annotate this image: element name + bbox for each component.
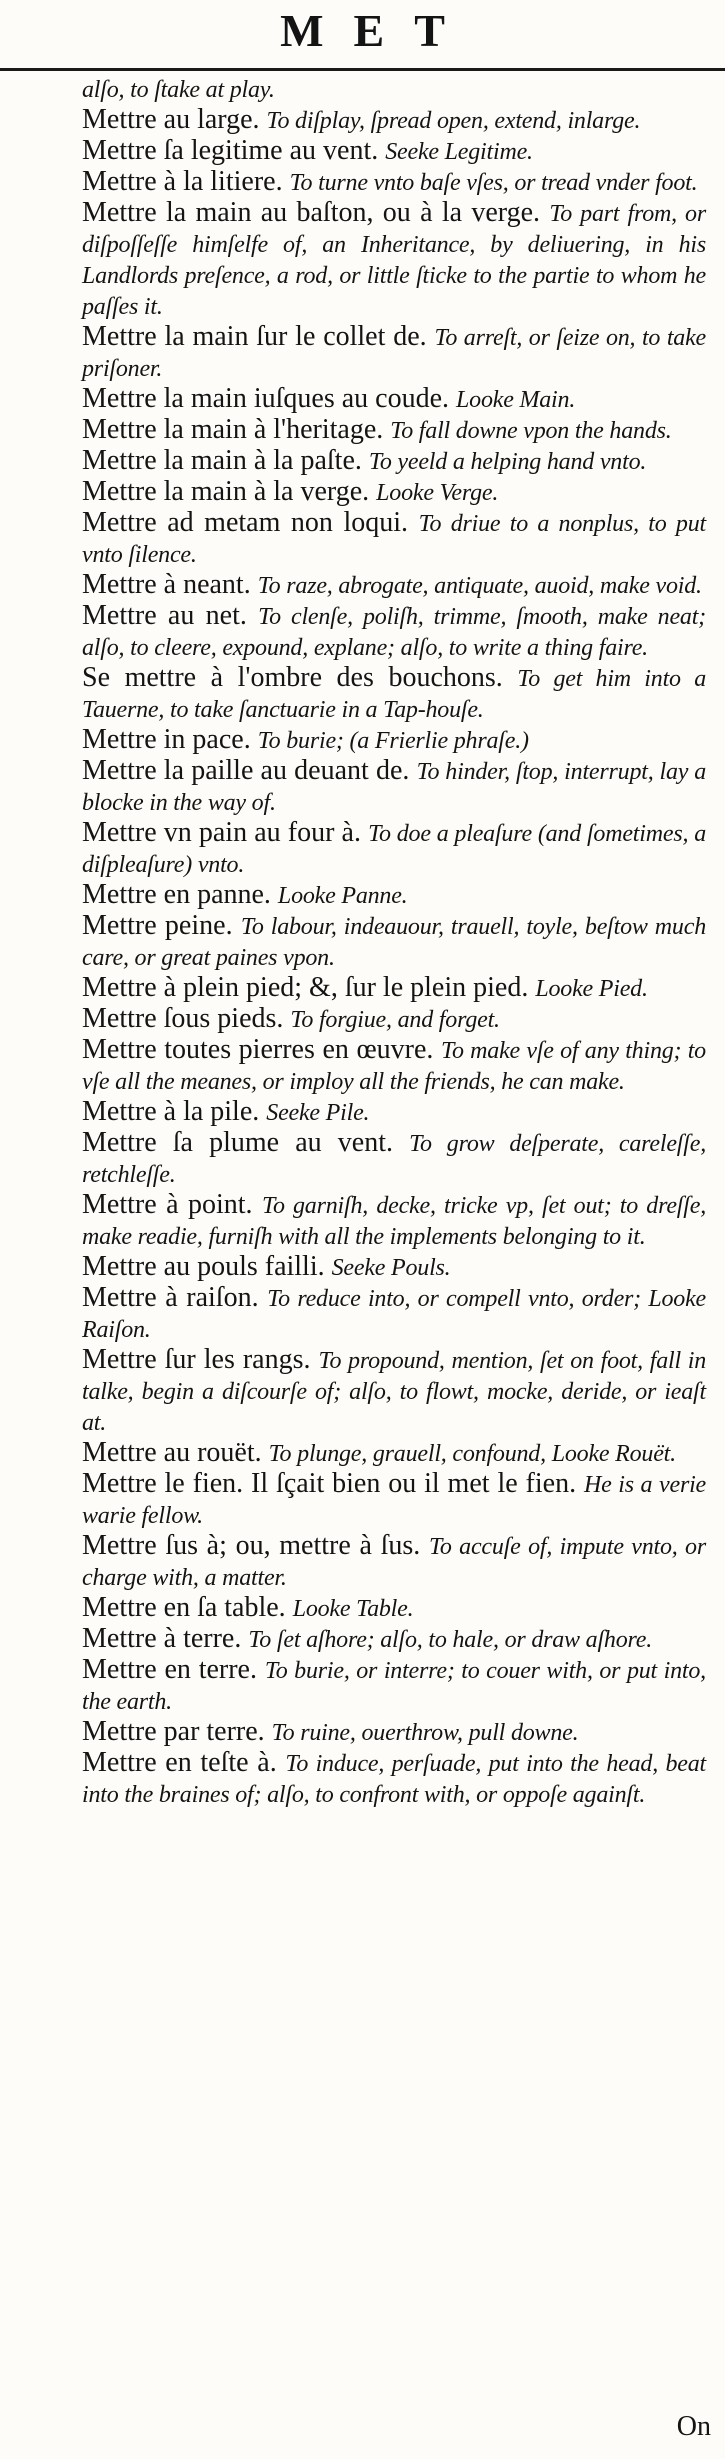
entry-headword: Mettre la main ſur le collet de. [82, 321, 435, 352]
entry-headword: Mettre la main iuſques au coude. [82, 383, 456, 414]
entry-gloss: To induce, perſuade, put into the head, beat into the braines of; alſo, to confront with, or oppoſe againſt. [82, 1751, 706, 1808]
dictionary-entry [82, 1655, 706, 1717]
dictionary-entry [82, 1438, 706, 1469]
dictionary-entry [82, 756, 706, 818]
entry-headword: Mettre à terre. [82, 1623, 249, 1654]
dictionary-entry [82, 105, 706, 136]
entry-gloss: To garniſh, decke, tricke vp, ſet out; to dreſſe, make readie, furniſh with all the implements belonging to it. [82, 1193, 706, 1250]
entry-headword: Mettre la paille au deuant de. [82, 755, 417, 786]
entry-headword: Mettre ſus à; ou, mettre à ſus. [82, 1530, 429, 1561]
entry-gloss: To burie; (a Frierlie phraſe.) [257, 728, 529, 754]
entry-headword: Mettre à la pile. [82, 1096, 267, 1127]
entry-headword: Mettre la main à l'heritage. [82, 414, 391, 445]
dictionary-entry [82, 322, 706, 384]
entry-gloss: To grow deſperate, careleſſe, retchleſſe. [82, 1131, 706, 1188]
entry-gloss: Seeke Pouls. [331, 1255, 451, 1281]
dictionary-entry [82, 601, 706, 663]
dictionary-entry [82, 1190, 706, 1252]
dictionary-entry [82, 1283, 706, 1345]
entry-headword: Mettre à point. [82, 1189, 262, 1220]
entry-headword: Se mettre à l'ombre des bouchons. [82, 662, 518, 693]
entry-gloss: Looke Pied. [535, 976, 648, 1002]
entry-headword: Mettre peine. [82, 910, 241, 941]
entry-headword: Mettre in pace. [82, 724, 258, 755]
dictionary-entry [82, 818, 706, 880]
dictionary-entry [82, 477, 706, 508]
dictionary-entry [82, 1469, 706, 1531]
entry-headword: Mettre en panne. [82, 879, 278, 910]
dictionary-entry [82, 973, 706, 1004]
entry-headword: Mettre toutes pierres en œuvre. [82, 1034, 442, 1065]
dictionary-entry [82, 167, 706, 198]
entry-headword: Mettre en ſa table. [82, 1592, 293, 1623]
entry-gloss: To reduce into, or compell vnto, order; Looke Raiſon. [82, 1286, 707, 1343]
running-head: MET [280, 5, 475, 56]
entry-headword: Mettre ſa legitime au vent. [82, 135, 386, 166]
entry-gloss: Looke Table. [292, 1596, 414, 1622]
entry-gloss: To make vſe of any thing; to vſe all the meanes, or imploy all the friends, he can make. [82, 1038, 706, 1095]
entry-headword: Mettre la main à la verge. [82, 476, 377, 507]
dictionary-entry [82, 1717, 706, 1748]
entry-headword: Mettre par terre. [82, 1716, 272, 1747]
dictionary-entry [82, 570, 706, 601]
entry-headword: Mettre au net. [82, 600, 259, 631]
entry-gloss: Looke Verge. [376, 480, 499, 506]
dictionary-entry [82, 1748, 706, 1810]
entry-headword: Mettre la main au baſton, ou à la verge. [82, 197, 550, 228]
entry-gloss: To part from, or diſpoſſeſſe himſelfe of, an Inheritance, by deliuering, in his Landlords preſence, a rod, or little ſticke to the partie to whom he paſſes it. [82, 201, 706, 320]
dictionary-entry [82, 911, 706, 973]
dictionary-entry [82, 1128, 706, 1190]
entry-gloss: To propound, mention, ſet on foot, fall in talke, begin a diſcourſe of; alſo, to flowt, mocke, deride, or ieaſt at. [82, 1348, 707, 1436]
entry-headword: Mettre vn pain au four à. [82, 817, 369, 848]
entry-gloss: Looke Panne. [277, 883, 408, 909]
dictionary-entry [82, 446, 706, 477]
entry-headword: Mettre au large. [82, 104, 267, 135]
entry-headword: Mettre ſur les rangs. [82, 1344, 319, 1375]
entry-headword: Mettre ſa plume au vent. [82, 1127, 410, 1158]
entry-gloss: Seeke Legitime. [385, 139, 533, 165]
entry-gloss: To fall downe vpon the hands. [390, 418, 672, 444]
dictionary-entry [82, 725, 706, 756]
dictionary-entry [82, 136, 706, 167]
entry-headword: Mettre ad metam non loqui. [82, 507, 419, 538]
entry-headword: Mettre à neant. [82, 569, 258, 600]
header-rule [0, 68, 725, 71]
entry-gloss: To turne vnto baſe vſes, or tread vnder foot. [289, 170, 698, 196]
entry-list [82, 74, 706, 1810]
entry-gloss: To plunge, grauell, confound, Looke Rouët. [268, 1441, 676, 1467]
dictionary-entry [82, 1593, 706, 1624]
dictionary-entry [82, 1097, 706, 1128]
entry-headword: Mettre en terre. [82, 1654, 265, 1685]
entry-gloss: To ſet aſhore; alſo, to hale, or draw aſhore. [248, 1627, 653, 1653]
dictionary-entry [82, 1531, 706, 1593]
entry-headword: Mettre au pouls failli. [82, 1251, 332, 1282]
entry-gloss: To forgiue, and forget. [290, 1007, 500, 1033]
entry-headword: Mettre en teſte à. [82, 1747, 286, 1778]
dictionary-entry [82, 384, 706, 415]
dictionary-entry [82, 1035, 706, 1097]
dictionary-entry [82, 880, 706, 911]
catchword: On [676, 2411, 711, 2442]
entry-gloss: To ruine, ouerthrow, pull downe. [271, 1720, 579, 1746]
dictionary-entry [82, 1624, 706, 1655]
entry-gloss: To burie, or interre; to couer with, or put into, the earth. [82, 1658, 706, 1715]
entry-gloss: To driue to a nonplus, to put vnto ſilence. [82, 511, 706, 568]
entry-gloss: To get him into a Tauerne, to take ſanctuarie in a Tap-houſe. [82, 666, 707, 723]
dictionary-entry [82, 1345, 706, 1438]
dictionary-entry [82, 508, 706, 570]
entry-headword: Mettre la main à la paſte. [82, 445, 369, 476]
entry-gloss: To raze, abrogate, antiquate, auoid, make void. [257, 573, 702, 599]
entry-gloss: To labour, indeauour, trauell, toyle, beſtow much care, or great paines vpon. [82, 914, 706, 971]
entry-headword: Mettre à la litiere. [82, 166, 290, 197]
entry-gloss: Looke Main. [456, 387, 576, 413]
entry-headword: Mettre le fien. Il ſçait bien ou il met le fien. [82, 1468, 584, 1499]
entry-gloss: To yeeld a helping hand vnto. [368, 449, 647, 475]
dictionary-entry [82, 198, 706, 322]
dictionary-entry [82, 1252, 706, 1283]
entry-headword: Mettre ſous pieds. [82, 1003, 291, 1034]
dictionary-entry [82, 415, 706, 446]
entry-gloss: Seeke Pile. [266, 1100, 370, 1126]
entry-gloss: To diſplay, ſpread open, extend, inlarge. [266, 108, 641, 134]
dictionary-entry [82, 1004, 706, 1035]
entry-headword: Mettre à raiſon. [82, 1282, 268, 1313]
entry-gloss: To accuſe of, impute vnto, or charge with, a matter. [82, 1534, 707, 1591]
dictionary-entry [82, 74, 706, 105]
entry-headword: Mettre au rouët. [82, 1437, 269, 1468]
entry-gloss: He is a verie warie fellow. [82, 1472, 706, 1529]
entry-gloss: alſo, to ſtake at play. [82, 77, 275, 103]
entry-gloss: To arreſt, or ſeize on, to take priſoner. [82, 325, 707, 382]
entry-gloss: To doe a pleaſure (and ſometimes, a diſpleaſure) vnto. [82, 821, 706, 878]
entry-headword: Mettre à plein pied; &, ſur le plein pied. [82, 972, 536, 1003]
entry-gloss: To clenſe, poliſh, trimme, ſmooth, make neat; alſo, to cleere, expound, explane; alſo, to write a thing faire. [82, 604, 706, 661]
entry-gloss: To hinder, ſtop, interrupt, lay a blocke in the way of. [82, 759, 706, 816]
dictionary-entry [82, 663, 706, 725]
